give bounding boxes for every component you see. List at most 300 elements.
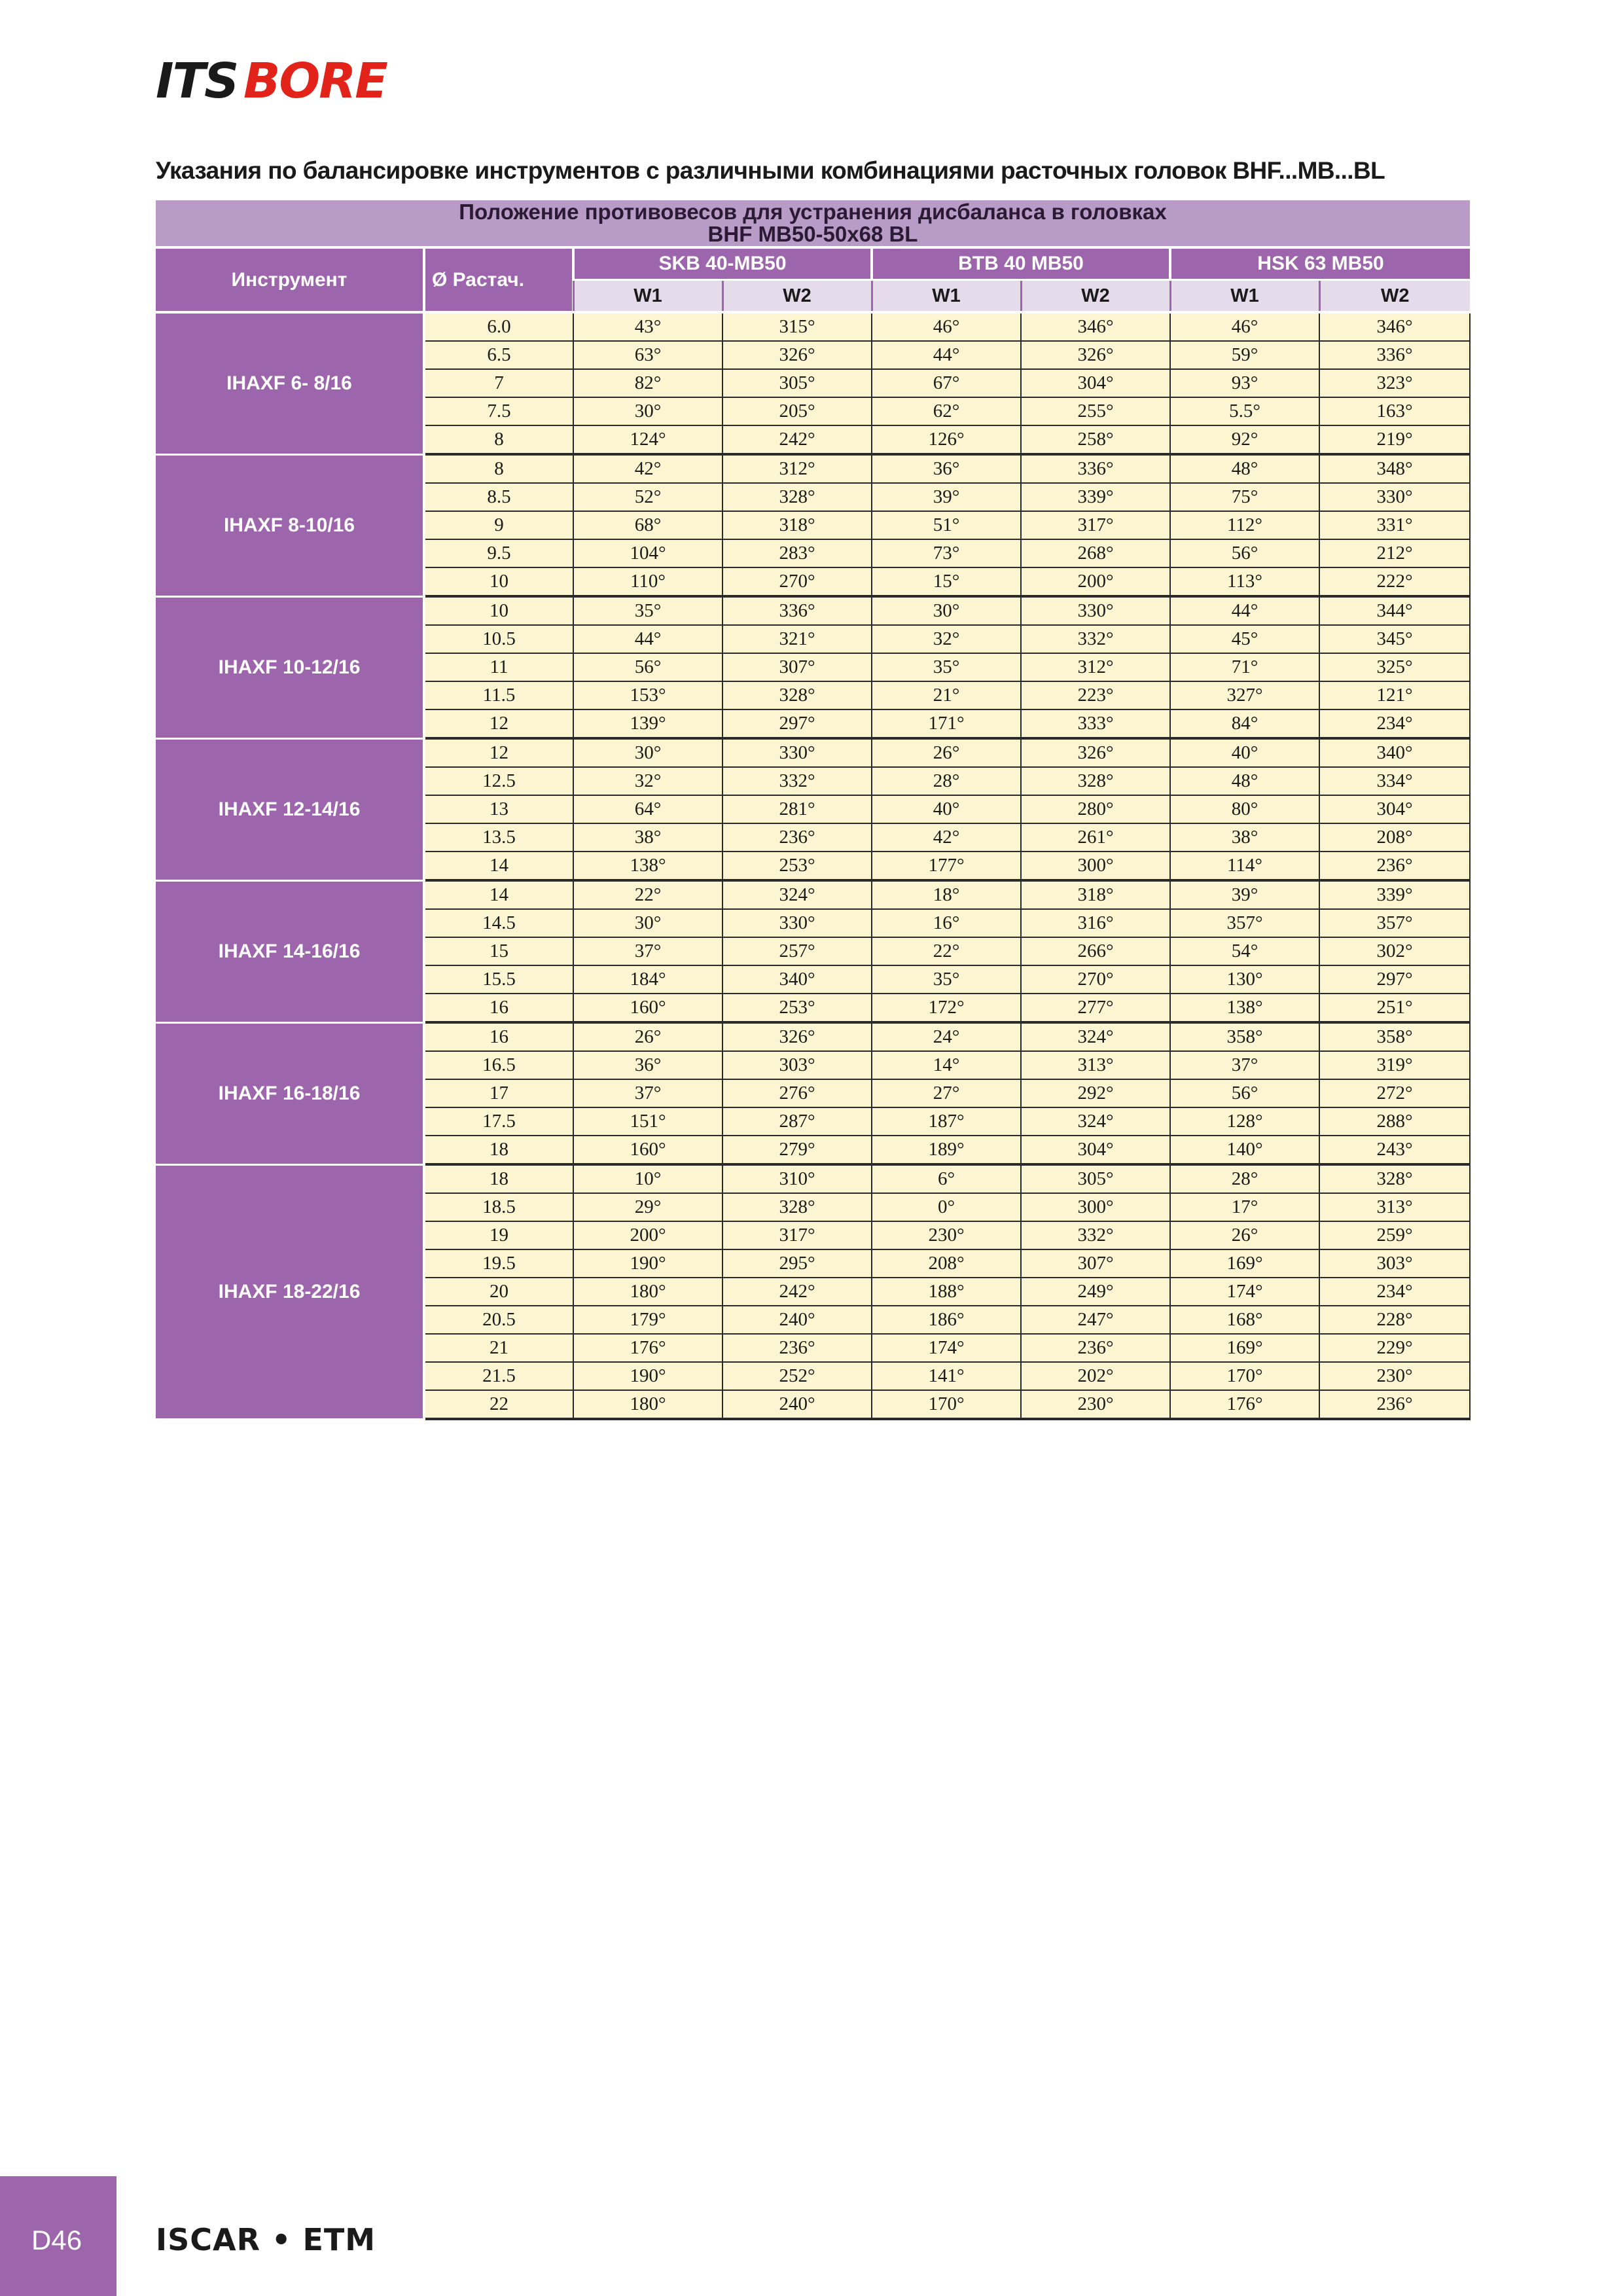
angle-cell: 336° [722,596,872,625]
angle-cell: 139° [573,709,722,738]
angle-cell: 325° [1319,653,1470,681]
angle-cell: 37° [573,937,722,965]
angle-cell: 30° [573,738,722,767]
angle-cell: 346° [1021,312,1170,341]
angle-cell: 334° [1319,767,1470,795]
angle-cell: 54° [1170,937,1319,965]
bore-diameter-cell: 11 [424,653,573,681]
angle-cell: 16° [872,909,1021,937]
instrument-name: IHAXF 10-12/16 [156,596,424,738]
angle-cell: 228° [1319,1306,1470,1334]
angle-cell: 27° [872,1079,1021,1107]
angle-cell: 15° [872,567,1021,596]
angle-cell: 62° [872,397,1021,425]
angle-cell: 276° [722,1079,872,1107]
angle-cell: 280° [1021,795,1170,823]
angle-cell: 292° [1021,1079,1170,1107]
bore-diameter-cell: 17 [424,1079,573,1107]
angle-cell: 46° [1170,312,1319,341]
angle-cell: 326° [1021,738,1170,767]
angle-cell: 304° [1021,1136,1170,1164]
angle-cell: 176° [1170,1390,1319,1419]
angle-cell: 313° [1021,1051,1170,1079]
bore-diameter-cell: 14.5 [424,909,573,937]
angle-cell: 257° [722,937,872,965]
bore-diameter-cell: 19.5 [424,1249,573,1278]
angle-cell: 180° [573,1390,722,1419]
bore-diameter-cell: 15 [424,937,573,965]
angle-cell: 56° [1170,1079,1319,1107]
angle-cell: 141° [872,1362,1021,1390]
bore-diameter-cell: 7 [424,369,573,397]
angle-cell: 310° [722,1164,872,1193]
angle-cell: 304° [1021,369,1170,397]
angle-cell: 222° [1319,567,1470,596]
footer-brand: ISCAR • ETM [156,2222,376,2257]
angle-cell: 26° [872,738,1021,767]
angle-cell: 247° [1021,1306,1170,1334]
angle-cell: 332° [1021,1221,1170,1249]
angle-cell: 68° [573,511,722,539]
bore-diameter-cell: 14 [424,880,573,909]
angle-cell: 240° [722,1306,872,1334]
angle-cell: 82° [573,369,722,397]
angle-cell: 190° [573,1362,722,1390]
angle-cell: 121° [1319,681,1470,709]
angle-cell: 243° [1319,1136,1470,1164]
angle-cell: 346° [1319,312,1470,341]
bore-diameter-cell: 22 [424,1390,573,1419]
angle-cell: 251° [1319,994,1470,1022]
angle-cell: 332° [1021,625,1170,653]
angle-cell: 339° [1319,880,1470,909]
angle-cell: 80° [1170,795,1319,823]
angle-cell: 84° [1170,709,1319,738]
instrument-name: IHAXF 14-16/16 [156,880,424,1022]
angle-cell: 344° [1319,596,1470,625]
angle-cell: 304° [1319,795,1470,823]
column-header-diameter: Ø Растач. [424,247,573,312]
logo-bore-text: BORE [243,53,387,109]
angle-cell: 328° [722,681,872,709]
angle-cell: 234° [1319,709,1470,738]
angle-cell: 56° [573,653,722,681]
instrument-name: IHAXF 12-14/16 [156,738,424,880]
angle-cell: 113° [1170,567,1319,596]
table-row [156,312,1470,341]
bore-diameter-cell: 16 [424,994,573,1022]
angle-cell: 277° [1021,994,1170,1022]
angle-cell: 326° [1021,341,1170,369]
angle-cell: 37° [573,1079,722,1107]
bore-diameter-cell: 8 [424,425,573,454]
angle-cell: 169° [1170,1334,1319,1362]
angle-cell: 219° [1319,425,1470,454]
angle-cell: 200° [1021,567,1170,596]
group-header-hsk: HSK 63 MB50 [1170,247,1470,280]
angle-cell: 130° [1170,965,1319,994]
angle-cell: 358° [1170,1022,1319,1051]
angle-cell: 302° [1319,937,1470,965]
bore-diameter-cell: 10 [424,567,573,596]
angle-cell: 236° [722,1334,872,1362]
angle-cell: 75° [1170,483,1319,511]
angle-cell: 14° [872,1051,1021,1079]
angle-cell: 259° [1319,1221,1470,1249]
angle-cell: 252° [722,1362,872,1390]
angle-cell: 177° [872,852,1021,880]
angle-cell: 38° [573,823,722,852]
angle-cell: 279° [722,1136,872,1164]
angle-cell: 287° [722,1107,872,1136]
angle-cell: 46° [872,312,1021,341]
angle-cell: 43° [573,312,722,341]
angle-cell: 45° [1170,625,1319,653]
angle-cell: 318° [1021,880,1170,909]
angle-cell: 288° [1319,1107,1470,1136]
angle-cell: 6° [872,1164,1021,1193]
angle-cell: 297° [1319,965,1470,994]
angle-cell: 39° [1170,880,1319,909]
angle-cell: 104° [573,539,722,567]
angle-cell: 327° [1170,681,1319,709]
angle-cell: 330° [1021,596,1170,625]
bore-diameter-cell: 20.5 [424,1306,573,1334]
angle-cell: 340° [1319,738,1470,767]
angle-cell: 253° [722,994,872,1022]
table-title [156,200,1470,247]
column-header-instrument: Инструмент [156,247,424,312]
angle-cell: 22° [872,937,1021,965]
angle-cell: 172° [872,994,1021,1022]
angle-cell: 140° [1170,1136,1319,1164]
angle-cell: 234° [1319,1278,1470,1306]
angle-cell: 318° [722,511,872,539]
angle-cell: 236° [1319,852,1470,880]
angle-cell: 21° [872,681,1021,709]
angle-cell: 188° [872,1278,1021,1306]
group-header-btb: BTB 40 MB50 [872,247,1170,280]
angle-cell: 124° [573,425,722,454]
angle-cell: 44° [1170,596,1319,625]
bore-diameter-cell: 12 [424,738,573,767]
angle-cell: 160° [573,1136,722,1164]
table-row [156,738,1470,767]
bore-diameter-cell: 7.5 [424,397,573,425]
angle-cell: 303° [722,1051,872,1079]
angle-cell: 184° [573,965,722,994]
bore-diameter-cell: 6.5 [424,341,573,369]
bore-diameter-cell: 10.5 [424,625,573,653]
angle-cell: 324° [1021,1022,1170,1051]
instrument-name: IHAXF 8-10/16 [156,454,424,596]
angle-cell: 303° [1319,1249,1470,1278]
angle-cell: 138° [1170,994,1319,1022]
page-heading: Указания по балансировке инструментов с различными комбинациями расточных головок BHF...MB...BL [156,157,1385,184]
angle-cell: 40° [872,795,1021,823]
angle-cell: 339° [1021,483,1170,511]
angle-cell: 202° [1021,1362,1170,1390]
angle-cell: 92° [1170,425,1319,454]
angle-cell: 174° [1170,1278,1319,1306]
angle-cell: 200° [573,1221,722,1249]
angle-cell: 170° [1170,1362,1319,1390]
table-row [156,1022,1470,1051]
angle-cell: 324° [1021,1107,1170,1136]
group-header-skb: SKB 40-MB50 [573,247,872,280]
angle-cell: 340° [722,965,872,994]
angle-cell: 73° [872,539,1021,567]
angle-cell: 59° [1170,341,1319,369]
angle-cell: 71° [1170,653,1319,681]
angle-cell: 126° [872,425,1021,454]
angle-cell: 270° [722,567,872,596]
angle-cell: 151° [573,1107,722,1136]
angle-cell: 110° [573,567,722,596]
angle-cell: 330° [722,909,872,937]
bore-diameter-cell: 12 [424,709,573,738]
footer-page-number: D46 [31,2225,82,2255]
angle-cell: 313° [1319,1193,1470,1221]
angle-cell: 305° [722,369,872,397]
angle-cell: 187° [872,1107,1021,1136]
angle-cell: 208° [1319,823,1470,852]
angle-cell: 317° [722,1221,872,1249]
angle-cell: 255° [1021,397,1170,425]
angle-cell: 242° [722,425,872,454]
bore-diameter-cell: 15.5 [424,965,573,994]
sub-header-w2: W2 [1319,280,1470,313]
angle-cell: 176° [573,1334,722,1362]
angle-cell: 307° [722,653,872,681]
angle-cell: 332° [722,767,872,795]
angle-cell: 52° [573,483,722,511]
angle-cell: 312° [1021,653,1170,681]
angle-cell: 236° [722,823,872,852]
angle-cell: 24° [872,1022,1021,1051]
angle-cell: 281° [722,795,872,823]
angle-cell: 336° [1021,454,1170,483]
bore-diameter-cell: 9 [424,511,573,539]
angle-cell: 345° [1319,625,1470,653]
bore-diameter-cell: 18.5 [424,1193,573,1221]
bore-diameter-cell: 8 [424,454,573,483]
angle-cell: 17° [1170,1193,1319,1221]
angle-cell: 295° [722,1249,872,1278]
bore-diameter-cell: 9.5 [424,539,573,567]
bore-diameter-cell: 10 [424,596,573,625]
angle-cell: 236° [1021,1334,1170,1362]
angle-cell: 323° [1319,369,1470,397]
angle-cell: 18° [872,880,1021,909]
itsbore-logo [156,53,404,109]
sub-header-w2: W2 [722,280,872,313]
table-row [156,880,1470,909]
instrument-name: IHAXF 16-18/16 [156,1022,424,1164]
table-title-line1: Положение противовесов для устранения дисбаланса в головках [459,200,1167,224]
angle-cell: 312° [722,454,872,483]
angle-cell: 26° [1170,1221,1319,1249]
angle-cell: 51° [872,511,1021,539]
angle-cell: 40° [1170,738,1319,767]
bore-diameter-cell: 18 [424,1136,573,1164]
table-row [156,1164,1470,1193]
angle-cell: 30° [573,909,722,937]
angle-cell: 316° [1021,909,1170,937]
angle-cell: 112° [1170,511,1319,539]
angle-cell: 297° [722,709,872,738]
table-body [156,312,1470,1419]
angle-cell: 5.5° [1170,397,1319,425]
logo-its-text: ITS [156,53,238,109]
angle-cell: 326° [722,1022,872,1051]
angle-cell: 270° [1021,965,1170,994]
angle-cell: 266° [1021,937,1170,965]
angle-cell: 35° [872,965,1021,994]
angle-cell: 48° [1170,767,1319,795]
bore-diameter-cell: 13 [424,795,573,823]
angle-cell: 171° [872,709,1021,738]
angle-cell: 230° [872,1221,1021,1249]
angle-cell: 35° [573,596,722,625]
angle-cell: 32° [573,767,722,795]
angle-cell: 30° [872,596,1021,625]
angle-cell: 37° [1170,1051,1319,1079]
angle-cell: 153° [573,681,722,709]
angle-cell: 331° [1319,511,1470,539]
sub-header-w1: W1 [872,280,1021,313]
angle-cell: 169° [1170,1249,1319,1278]
angle-cell: 283° [722,539,872,567]
angle-cell: 35° [872,653,1021,681]
angle-cell: 333° [1021,709,1170,738]
angle-cell: 223° [1021,681,1170,709]
angle-cell: 42° [573,454,722,483]
bore-diameter-cell: 18 [424,1164,573,1193]
angle-cell: 358° [1319,1022,1470,1051]
angle-cell: 56° [1170,539,1319,567]
angle-cell: 28° [872,767,1021,795]
angle-cell: 64° [573,795,722,823]
angle-cell: 0° [872,1193,1021,1221]
angle-cell: 22° [573,880,722,909]
angle-cell: 44° [872,341,1021,369]
angle-cell: 305° [1021,1164,1170,1193]
angle-cell: 174° [872,1334,1021,1362]
bore-diameter-cell: 16.5 [424,1051,573,1079]
angle-cell: 160° [573,994,722,1022]
angle-cell: 357° [1319,909,1470,937]
angle-cell: 315° [722,312,872,341]
angle-cell: 42° [872,823,1021,852]
angle-cell: 44° [573,625,722,653]
angle-cell: 240° [722,1390,872,1419]
angle-cell: 93° [1170,369,1319,397]
angle-cell: 324° [722,880,872,909]
table-row [156,596,1470,625]
angle-cell: 328° [1021,767,1170,795]
bore-diameter-cell: 6.0 [424,312,573,341]
angle-cell: 30° [573,397,722,425]
angle-cell: 138° [573,852,722,880]
angle-cell: 32° [872,625,1021,653]
angle-cell: 168° [1170,1306,1319,1334]
angle-cell: 319° [1319,1051,1470,1079]
angle-cell: 230° [1319,1362,1470,1390]
angle-cell: 186° [872,1306,1021,1334]
angle-cell: 48° [1170,454,1319,483]
angle-cell: 261° [1021,823,1170,852]
angle-cell: 26° [573,1022,722,1051]
sub-header-w1: W1 [573,280,722,313]
angle-cell: 236° [1319,1390,1470,1419]
angle-cell: 328° [722,1193,872,1221]
bore-diameter-cell: 21.5 [424,1362,573,1390]
angle-cell: 258° [1021,425,1170,454]
angle-cell: 328° [1319,1164,1470,1193]
sub-header-w1: W1 [1170,280,1319,313]
angle-cell: 307° [1021,1249,1170,1278]
angle-cell: 348° [1319,454,1470,483]
angle-cell: 63° [573,341,722,369]
balance-table [156,200,1471,1420]
table-title-line2: BHF MB50-50x68 BL [707,222,918,246]
bore-diameter-cell: 12.5 [424,767,573,795]
table-row [156,454,1470,483]
bore-diameter-cell: 17.5 [424,1107,573,1136]
angle-cell: 128° [1170,1107,1319,1136]
angle-cell: 36° [573,1051,722,1079]
angle-cell: 326° [722,341,872,369]
angle-cell: 10° [573,1164,722,1193]
bore-diameter-cell: 11.5 [424,681,573,709]
angle-cell: 190° [573,1249,722,1278]
angle-cell: 321° [722,625,872,653]
angle-cell: 300° [1021,1193,1170,1221]
bore-diameter-cell: 13.5 [424,823,573,852]
bore-diameter-cell: 21 [424,1334,573,1362]
angle-cell: 268° [1021,539,1170,567]
angle-cell: 180° [573,1278,722,1306]
angle-cell: 229° [1319,1334,1470,1362]
angle-cell: 39° [872,483,1021,511]
angle-cell: 67° [872,369,1021,397]
bore-diameter-cell: 19 [424,1221,573,1249]
angle-cell: 328° [722,483,872,511]
instrument-name: IHAXF 6- 8/16 [156,312,424,454]
angle-cell: 208° [872,1249,1021,1278]
angle-cell: 249° [1021,1278,1170,1306]
angle-cell: 189° [872,1136,1021,1164]
angle-cell: 336° [1319,341,1470,369]
angle-cell: 36° [872,454,1021,483]
angle-cell: 212° [1319,539,1470,567]
angle-cell: 300° [1021,852,1170,880]
angle-cell: 205° [722,397,872,425]
angle-cell: 357° [1170,909,1319,937]
bore-diameter-cell: 8.5 [424,483,573,511]
angle-cell: 114° [1170,852,1319,880]
angle-cell: 179° [573,1306,722,1334]
angle-cell: 330° [1319,483,1470,511]
bore-diameter-cell: 16 [424,1022,573,1051]
angle-cell: 163° [1319,397,1470,425]
sub-header-w2: W2 [1021,280,1170,313]
angle-cell: 253° [722,852,872,880]
angle-cell: 230° [1021,1390,1170,1419]
angle-cell: 170° [872,1390,1021,1419]
angle-cell: 28° [1170,1164,1319,1193]
